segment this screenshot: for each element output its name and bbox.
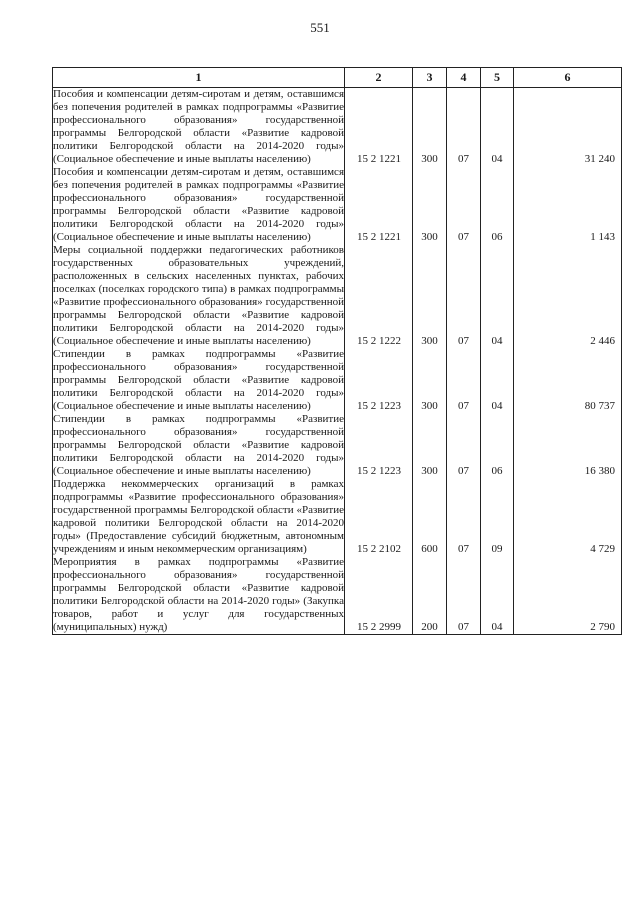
row-target-code: 15 2 1221 — [345, 88, 413, 167]
row-target-code: 15 2 1223 — [345, 348, 413, 413]
row-target-code: 15 2 1222 — [345, 244, 413, 348]
table-row — [53, 348, 622, 413]
column-header-1: 1 — [53, 68, 345, 88]
row-amount: 1 143 — [514, 166, 622, 244]
row-description: Мероприятия в рамках подпрограммы «Развитие профессионального образования» государственной программы Белгородской области «Развитие кадровой политики Белгородской области на 2014-2020 годы» (Закупка товаров, работ и услуг для государственных (муниципальных) нужд) — [53, 556, 344, 633]
row-description: Пособия и компенсации детям-сиротам и детям, оставшимся без попечения родителей в рамках подпрограммы «Развитие профессионального образования» государственной программы Белгородской области «Развитие кадровой политики Белгородской области на 2014-2020 годы» (Социальное обеспечение и иные выплаты населению) — [53, 88, 344, 165]
row-description: Стипендии в рамках подпрограммы «Развитие профессионального образования» государственной программы Белгородской области «Развитие кадровой политики Белгородской области на 2014-2020 годы» (Социальное обеспечение и иные выплаты населению) — [53, 413, 344, 477]
row-target-code: 15 2 2999 — [345, 556, 413, 635]
row-description: Пособия и компенсации детям-сиротам и детям, оставшимся без попечения родителей в рамках подпрограммы «Развитие профессионального образования» государственной программы Белгородской области «Развитие кадровой политики Белгородской области на 2014-2020 годы» (Социальное обеспечение и иные выплаты населению) — [53, 166, 344, 243]
row-expense-type: 200 — [413, 556, 447, 635]
row-subsection: 04 — [481, 244, 514, 348]
column-header-3: 3 — [413, 68, 447, 88]
row-subsection: 06 — [481, 413, 514, 478]
row-subsection: 04 — [481, 88, 514, 167]
row-expense-type: 300 — [413, 166, 447, 244]
row-section: 07 — [447, 88, 481, 167]
row-target-code: 15 2 2102 — [345, 478, 413, 556]
row-amount: 4 729 — [514, 478, 622, 556]
column-header-4: 4 — [447, 68, 481, 88]
row-amount: 2 446 — [514, 244, 622, 348]
column-header-6: 6 — [514, 68, 622, 88]
row-target-code: 15 2 1223 — [345, 413, 413, 478]
table-row — [53, 556, 622, 635]
row-section: 07 — [447, 348, 481, 413]
page-number: 551 — [310, 20, 330, 35]
row-expense-type: 300 — [413, 413, 447, 478]
row-subsection: 06 — [481, 166, 514, 244]
table-row — [53, 166, 622, 244]
row-description: Меры социальной поддержки педагогических работников государственных образовательных учреждений, расположенных в сельских населенных пунктах, рабочих поселках (поселках городского типа) в рамках подпрограммы «Развитие профессионального образования» государственной программы Белгородской области «Развитие кадровой политики Белгородской области на 2014-2020 годы» (Социальное обеспечение и иные выплаты населению) — [53, 244, 344, 347]
row-amount: 16 380 — [514, 413, 622, 478]
row-section: 07 — [447, 166, 481, 244]
row-subsection: 09 — [481, 478, 514, 556]
row-description: Стипендии в рамках подпрограммы «Развитие профессионального образования» государственной программы Белгородской области «Развитие кадровой политики Белгородской области на 2014-2020 годы» (Социальное обеспечение и иные выплаты населению) — [53, 348, 344, 412]
row-target-code: 15 2 1221 — [345, 166, 413, 244]
row-amount: 31 240 — [514, 88, 622, 167]
column-header-2: 2 — [345, 68, 413, 88]
table-body — [53, 88, 622, 635]
row-description: Поддержка некоммерческих организаций в рамках подпрограммы «Развитие профессионального образования» государственной программы Белгородской области «Развитие кадровой политики Белгородской области на 2014-2020 годы» (Предоставление субсидий бюджетным, автономным учреждениям и иным некоммерческим организациям) — [53, 478, 344, 555]
row-expense-type: 600 — [413, 478, 447, 556]
header-row — [53, 68, 622, 88]
row-section: 07 — [447, 478, 481, 556]
table-row — [53, 413, 622, 478]
row-expense-type: 300 — [413, 88, 447, 167]
row-amount: 80 737 — [514, 348, 622, 413]
row-section: 07 — [447, 413, 481, 478]
row-section: 07 — [447, 556, 481, 635]
table-row — [53, 478, 622, 556]
row-expense-type: 300 — [413, 348, 447, 413]
row-expense-type: 300 — [413, 244, 447, 348]
table-header — [53, 68, 622, 88]
row-subsection: 04 — [481, 556, 514, 635]
table-row — [53, 88, 622, 167]
row-subsection: 04 — [481, 348, 514, 413]
row-section: 07 — [447, 244, 481, 348]
budget-table — [52, 67, 622, 635]
column-header-5: 5 — [481, 68, 514, 88]
table-row — [53, 244, 622, 348]
row-amount: 2 790 — [514, 556, 622, 635]
